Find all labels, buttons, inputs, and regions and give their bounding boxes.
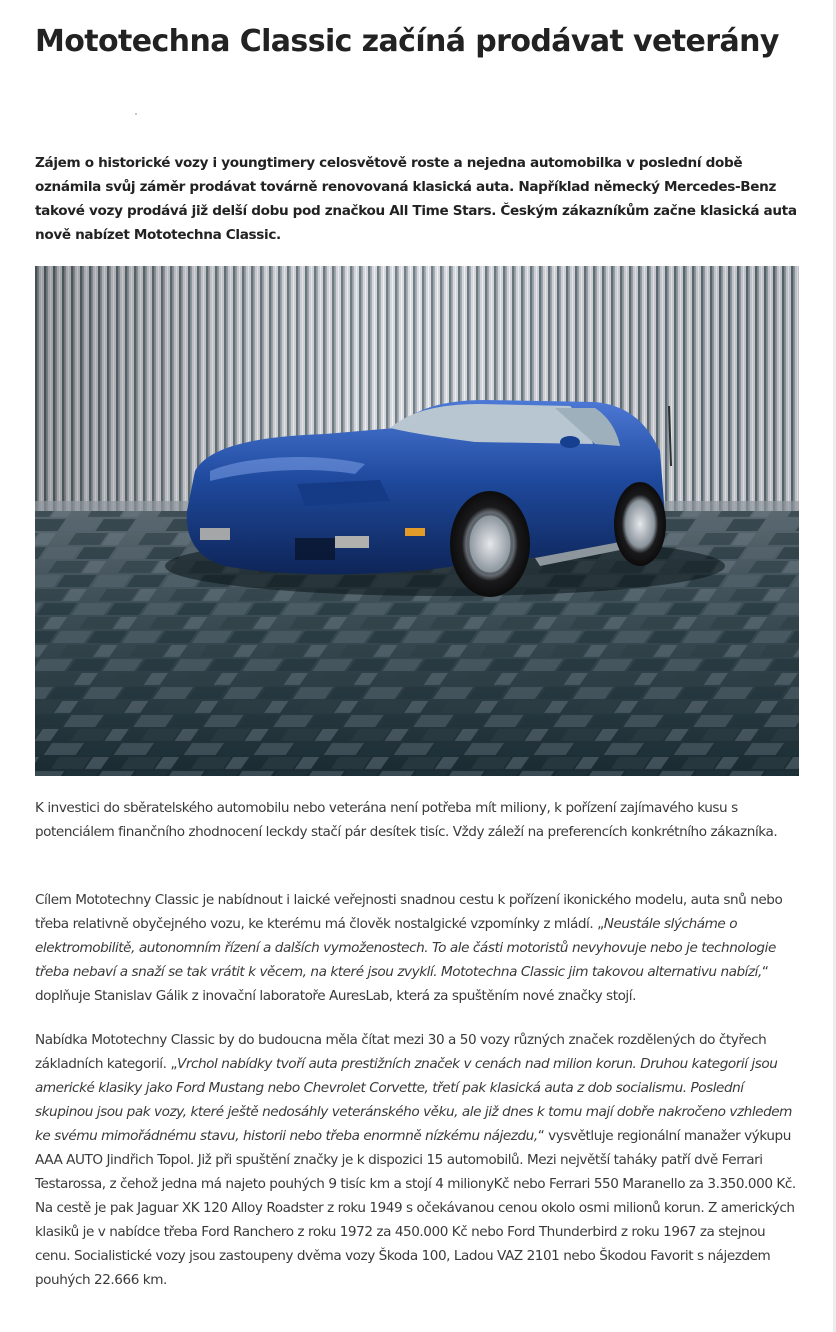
paragraph-text: “ vysvětluje regionální manažer výkupu AAA AUTO Jindřich Topol. Již při spuštění značky je k dispozici 15 automobilů. Mezi největší taháky patří dvě Ferrari Testarossa, z čehož jedna má najeto pouhých 9 tisíc km a stojí 4 milionyKč nebo Ferrari 550 Maranello za 3.350.000 Kč. Na cestě je pak Jaguar XK 120 Alloy Roadster z roku 1949 s očekávanou cenou okolo osmi milionů korun. Z amerických klasiků je v nabídce třeba Ford Ranchero z roku 1972 za 450.000 Kč nebo Ford Thunderbird z roku 1967 za stejnou cenu. Socialistické vozy jsou zastoupeny dvěma vozy Škoda 100, Ladou VAZ 2101 nebo Škodou Favorit s nájezdem pouhých 22.666 km. <box>35 1128 796 1288</box>
paragraph-text: Cílem Mototechny Classic je nabídnout i laické veřejnosti snadnou cestu k pořízení ikonického modelu, auta snů nebo třeba relativně obyčejného vozu, ke kterému má člověk nostalgické vzpomínky z mládí. „ <box>35 892 783 932</box>
paragraph-text: Nabídka Mototechny Classic by do budoucna měla čítat mezi 30 a 50 vozy různých značek rozdělených do čtyřech základních kategorií. „ <box>35 1032 767 1072</box>
article-title: Mototechna Classic začíná prodávat veterány <box>35 24 779 59</box>
paragraph-text: “ doplňuje Stanislav Gálik z inovační laboratoře AuresLab, která za spuštěním nové značky stojí. <box>35 964 769 1004</box>
article-perex: Zájem o historické vozy i youngtimery celosvětově roste a nejedna automobilka v poslední době oznámila svůj záměr prodávat továrně renovovaná klasická auta. Například německý Mercedes-Benz takové vozy prodává již delší dobu pod značkou All Time Stars. Českým zákazníkům začne klasická auta nově nabízet Mototechna Classic. <box>35 155 797 243</box>
hero-image <box>35 266 799 776</box>
quote-text: Neustále slýcháme o elektromobilitě, autonomním řízení a dalších vymoženostech. To ale části motoristů nevyhovuje nebo je technologie třeba nebaví a snaží se tak vrátit k věcem, na které jsou zvyklí. Mototechna Classic jim takovou alternativu nabízí, <box>35 916 776 980</box>
article-paragraph <box>35 1028 799 1292</box>
paragraph-text: K investici do sběratelského automobilu nebo veterána není potřeba mít miliony, k pořízení zajímavého kusu s potenciálem finančního zhodnocení leckdy stačí pár desítek tisíc. Vždy záleží na preferencích konkrétního zákazníka. <box>35 800 778 840</box>
corvette-photo-illustration <box>35 266 799 776</box>
article-paragraph <box>35 796 799 844</box>
quote-text: Vrchol nabídky tvoří auta prestižních značek v cenách nad milion korun. Druhou kategorií jsou americké klasiky jako Ford Mustang nebo Chevrolet Corvette, třetí pak klasická auta z dob socialismu. Poslední skupinou jsou pak vozy, které ještě nedosáhly veteránského věku, ale již dnes k tomu mají dobře nakročeno vzhledem ke svému mimořádnému stavu, historii nebo třeba enormně nízkému nájezdu, <box>35 1056 792 1144</box>
decorative-dot <box>135 113 137 115</box>
article-paragraph <box>35 888 799 1008</box>
